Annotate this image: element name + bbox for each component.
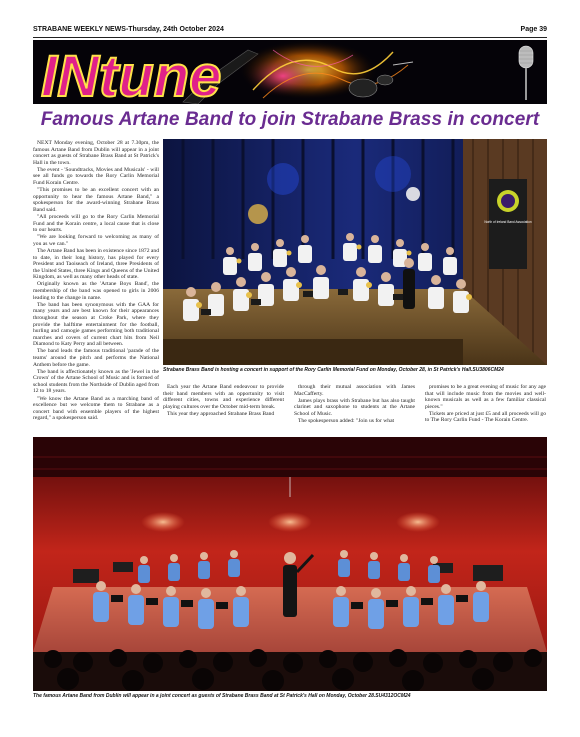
brass-band-photo	[163, 139, 547, 365]
intune-logo: INtune	[41, 44, 222, 104]
association-banner-text: North of Ireland Band Association	[484, 220, 532, 224]
section-banner	[33, 40, 547, 104]
paragraph: "All proceeds will go to the Rory Carlin Memorial Fund and the Korain centre, a local cause that is close to our hearts.	[33, 214, 159, 234]
section-banner-art	[33, 40, 547, 104]
artane-band-photo-caption: The famous Artane Band from Dublin will appear in a joint concert as guests of Strabane Brass Band at St Patrick's Hall on Monday, October 28.SU4312OCM24	[33, 693, 411, 699]
paragraph: The band leads the famous traditional 'parade of the teams' around the pitch and performs the National Anthem before the game.	[33, 348, 159, 368]
paragraph: The event - 'Soundtracks, Movies and Musicals' - will see all funds go towards the Rory Carlin Memorial Fund Korain Centre.	[33, 166, 159, 187]
paragraph: The band has been synonymous with the GAA for many years and are best known for their appearances throughout the season at Croke Park, where they provide the halftime entertainment for the football, hurling and camogie games performing both traditional marches and covers of current chart hits from Neil Diamond to Katy Perry and all between.	[33, 301, 159, 348]
paragraph: The spokesperson added: "Join us for what	[298, 417, 395, 424]
paragraph: Originally known as the 'Artane Boys Band', the membership of the band was opened to girls in 2006 leading to the change in name.	[33, 281, 159, 301]
running-header	[33, 26, 547, 37]
article-column-3	[294, 384, 415, 425]
paragraph: Tickets are priced at just £5 and all proceeds will go to The Rory Carlin Fund - The Korain Centre.	[425, 410, 546, 424]
paragraph: "We know the Artane Band as a marching band of excellence but we welcome them to Strabane as a concert band with ensemble players of the highest regard," a spokesperson said.	[33, 395, 159, 422]
paragraph: Each year the Artane Band endeavour to provide their band members with an opportunity to visit different cities, towns and experience different playing cultures over the October mid-term break.	[163, 384, 284, 410]
paragraph: The band is affectionately known as the 'Jewel in the Crown' of the Artane School of Music and is formed of school students from the Northside of Dublin aged from 12 to 18 years.	[33, 368, 159, 395]
paragraph: James plays brass with Strabane but has also taught clarinet and saxophone to students at the Artane School of Music.	[294, 397, 415, 417]
header-rule	[33, 37, 547, 38]
paragraph: promises to be a great evening of music for any age that will include music from the movies and well-known musicals as well as a few familiar classical pieces."	[425, 384, 546, 410]
page-number: Page 39	[520, 26, 547, 33]
paragraph: "We are looking forward to welcoming as many of you as we can."	[33, 234, 159, 247]
paragraph: NEXT Monday evening, October 28 at 7.30pm, the famous Artane Band from Dublin will appear in a joint concert as guests of Strabane Brass Band at St Patrick's Hall in the town.	[33, 140, 159, 166]
article-bottom-columns	[163, 384, 547, 434]
artane-band-photo	[33, 437, 547, 691]
artane-band-photo-art	[33, 437, 547, 691]
article-headline: Famous Artane Band to join Strabane Brass in concert	[40, 109, 540, 130]
paragraph: This year they approached Strabane Brass Band	[167, 410, 275, 417]
paragraph: "This promises to be an excellent concert with an opportunity to hear the famous Artane Band," a spokesperson for the award-winning Strabane Brass Band said.	[33, 187, 159, 213]
paragraph: through their mutual association with James MacCafferty.	[294, 384, 415, 397]
article-column-1	[33, 140, 159, 422]
brass-band-photo-art	[163, 139, 547, 365]
article-column-2	[163, 384, 284, 418]
paragraph: The Artane Band has been in existence since 1872 and to date, in their long history, has played for every President and Taoiseach of Ireland, three Presidents of the United States, three Kings and Queens of the United Kingdom, as well as many other heads of state.	[33, 248, 159, 281]
brass-band-photo-caption: Strabane Brass Band is hosting a concert in support of the Rory Carlin Memorial Fund on Monday, October 28, in St Patrick's Hall.SU3806CM24	[163, 367, 504, 373]
publication-line: STRABANE WEEKLY NEWS-Thursday, 24th October 2024	[33, 26, 224, 33]
article-column-4	[425, 384, 546, 425]
